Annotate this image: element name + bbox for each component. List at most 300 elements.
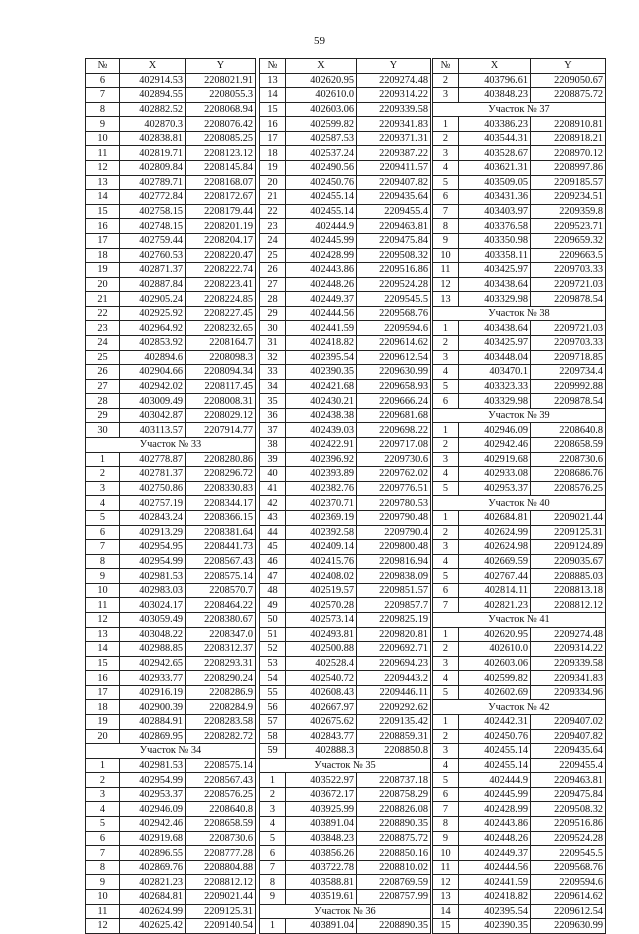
table-row (433, 919, 606, 934)
point-number: 5 (433, 175, 459, 190)
x-coordinate: 402620.95 (459, 627, 531, 642)
table-header-row (433, 59, 606, 74)
table-row (433, 467, 606, 482)
x-coordinate: 403848.23 (459, 88, 531, 103)
point-number: 20 (86, 729, 120, 744)
table-row (433, 656, 606, 671)
y-coordinate: 2208813.18 (531, 583, 606, 598)
table-row (86, 146, 256, 161)
x-coordinate: 403672.17 (286, 787, 357, 802)
table-row (260, 292, 431, 307)
x-coordinate: 402408.02 (286, 569, 357, 584)
y-coordinate: 2209857.7 (357, 598, 431, 613)
table-row (260, 481, 431, 496)
table-row (433, 817, 606, 832)
y-coordinate: 2209800.48 (357, 540, 431, 555)
y-coordinate: 2208284.9 (186, 700, 256, 715)
y-coordinate: 2209508.32 (357, 248, 431, 263)
x-coordinate: 402587.53 (286, 131, 357, 146)
y-coordinate: 2208145.84 (186, 161, 256, 176)
y-coordinate: 2209524.28 (531, 831, 606, 846)
point-number: 3 (433, 744, 459, 759)
point-number: 16 (260, 117, 286, 132)
y-coordinate: 2209878.54 (531, 292, 606, 307)
y-coordinate: 2208812.12 (531, 598, 606, 613)
y-coordinate: 2209630.99 (357, 365, 431, 380)
point-number: 16 (86, 671, 120, 686)
x-coordinate: 402519.57 (286, 583, 357, 598)
y-coordinate: 2209851.57 (357, 583, 431, 598)
section-heading-row (260, 758, 431, 773)
y-coordinate: 2208640.8 (531, 423, 606, 438)
point-number: 4 (433, 161, 459, 176)
x-coordinate: 402684.81 (120, 889, 186, 904)
x-coordinate: 403323.33 (459, 379, 531, 394)
table-row (433, 233, 606, 248)
header-number: № (86, 59, 120, 74)
table-row (433, 204, 606, 219)
point-number: 27 (86, 379, 120, 394)
y-coordinate: 2209717.08 (357, 438, 431, 453)
y-coordinate: 2209274.48 (357, 73, 431, 88)
point-number: 12 (433, 875, 459, 890)
x-coordinate: 402778.87 (120, 452, 186, 467)
table-row (260, 175, 431, 190)
x-coordinate: 402573.14 (286, 612, 357, 627)
point-number: 9 (86, 117, 120, 132)
section-heading: Участок № 41 (433, 612, 606, 627)
section-heading-row (433, 102, 606, 117)
point-number: 1 (433, 715, 459, 730)
table-row (260, 131, 431, 146)
point-number: 14 (260, 88, 286, 103)
table-row (260, 729, 431, 744)
point-number: 8 (86, 554, 120, 569)
table-row (433, 117, 606, 132)
table-row (260, 817, 431, 832)
point-number: 10 (86, 131, 120, 146)
table-row (86, 350, 256, 365)
point-number: 20 (260, 175, 286, 190)
section-heading: Участок № 33 (86, 438, 256, 453)
point-number: 20 (86, 277, 120, 292)
y-coordinate: 2208117.45 (186, 379, 256, 394)
point-number: 1 (260, 919, 286, 934)
x-coordinate: 403358.11 (459, 248, 531, 263)
y-coordinate: 2209140.54 (186, 919, 256, 934)
x-coordinate: 402624.99 (459, 525, 531, 540)
table-row (86, 306, 256, 321)
y-coordinate: 2209630.99 (531, 919, 606, 934)
x-coordinate: 402390.35 (286, 365, 357, 380)
table-row (260, 685, 431, 700)
x-coordinate: 403848.23 (286, 831, 357, 846)
y-coordinate: 2209721.03 (531, 277, 606, 292)
x-coordinate: 402750.86 (120, 481, 186, 496)
table-row (86, 540, 256, 555)
x-coordinate: 402392.58 (286, 525, 357, 540)
y-coordinate: 2208758.29 (357, 787, 431, 802)
table-row (433, 569, 606, 584)
table-row (260, 117, 431, 132)
y-coordinate: 2209508.32 (531, 802, 606, 817)
x-coordinate: 403059.49 (120, 612, 186, 627)
header-x: X (286, 59, 357, 74)
point-number: 11 (86, 598, 120, 613)
y-coordinate: 2209524.28 (357, 277, 431, 292)
table-row (433, 321, 606, 336)
y-coordinate: 2209443.2 (357, 671, 431, 686)
y-coordinate: 2209516.86 (357, 263, 431, 278)
table-row (260, 467, 431, 482)
x-coordinate: 402396.92 (286, 452, 357, 467)
point-number: 8 (433, 817, 459, 832)
section-heading: Участок № 37 (433, 102, 606, 117)
point-number: 11 (433, 263, 459, 278)
table-row (86, 248, 256, 263)
x-coordinate: 403113.57 (120, 423, 186, 438)
y-coordinate: 2209776.51 (357, 481, 431, 496)
x-coordinate: 402916.19 (120, 685, 186, 700)
table-row (260, 715, 431, 730)
table-row (86, 335, 256, 350)
table-row (86, 729, 256, 744)
table-row (86, 875, 256, 890)
point-number: 59 (260, 744, 286, 759)
y-coordinate: 2208094.34 (186, 365, 256, 380)
x-coordinate: 402759.44 (120, 233, 186, 248)
y-coordinate: 2208826.08 (357, 802, 431, 817)
point-number: 43 (260, 510, 286, 525)
table-row (433, 773, 606, 788)
x-coordinate: 402439.03 (286, 423, 357, 438)
y-coordinate: 2208222.74 (186, 263, 256, 278)
x-coordinate: 402444.9 (286, 219, 357, 234)
y-coordinate: 2209681.68 (357, 408, 431, 423)
table-row (260, 408, 431, 423)
x-coordinate: 402624.98 (459, 540, 531, 555)
x-coordinate: 402608.43 (286, 685, 357, 700)
table-row (86, 889, 256, 904)
table-row (433, 481, 606, 496)
y-coordinate: 2209816.94 (357, 554, 431, 569)
point-number: 26 (260, 263, 286, 278)
point-number: 37 (260, 423, 286, 438)
point-number: 4 (433, 467, 459, 482)
y-coordinate: 2209703.33 (531, 263, 606, 278)
x-coordinate: 402760.53 (120, 248, 186, 263)
table-row (260, 306, 431, 321)
table-row (86, 583, 256, 598)
section-heading-row (433, 306, 606, 321)
point-number: 22 (260, 204, 286, 219)
point-number: 19 (86, 263, 120, 278)
y-coordinate: 2209659.32 (531, 233, 606, 248)
x-coordinate: 402415.76 (286, 554, 357, 569)
point-number: 3 (433, 88, 459, 103)
point-number: 3 (433, 452, 459, 467)
y-coordinate: 2209339.58 (531, 656, 606, 671)
table-row (433, 277, 606, 292)
point-number: 3 (433, 350, 459, 365)
x-coordinate: 403350.98 (459, 233, 531, 248)
header-number: № (260, 59, 286, 74)
table-row (260, 510, 431, 525)
table-row (433, 248, 606, 263)
table-row (260, 73, 431, 88)
x-coordinate: 402870.3 (120, 117, 186, 132)
y-coordinate: 2209568.76 (531, 860, 606, 875)
table-row (260, 598, 431, 613)
point-number: 17 (260, 131, 286, 146)
y-coordinate: 2208737.18 (357, 773, 431, 788)
header-y: Y (357, 59, 431, 74)
x-coordinate: 402390.35 (459, 919, 531, 934)
x-coordinate: 402821.23 (459, 598, 531, 613)
point-number: 6 (260, 846, 286, 861)
x-coordinate: 402450.76 (459, 729, 531, 744)
point-number: 18 (86, 700, 120, 715)
point-number: 32 (260, 350, 286, 365)
x-coordinate: 402838.81 (120, 131, 186, 146)
table-row (86, 671, 256, 686)
table-row (260, 379, 431, 394)
y-coordinate: 2209185.57 (531, 175, 606, 190)
x-coordinate: 402983.03 (120, 583, 186, 598)
x-coordinate: 403856.26 (286, 846, 357, 861)
x-coordinate: 402428.99 (459, 802, 531, 817)
point-number: 22 (86, 306, 120, 321)
table-row (260, 554, 431, 569)
point-number: 50 (260, 612, 286, 627)
table-row (260, 700, 431, 715)
point-number: 53 (260, 656, 286, 671)
x-coordinate: 403544.31 (459, 131, 531, 146)
section-heading-row (86, 744, 256, 759)
point-number: 4 (433, 554, 459, 569)
y-coordinate: 2208172.67 (186, 190, 256, 205)
header-x: X (120, 59, 186, 74)
y-coordinate: 2208812.12 (186, 875, 256, 890)
table-row (86, 715, 256, 730)
y-coordinate: 2208890.35 (357, 919, 431, 934)
section-heading-row (433, 700, 606, 715)
y-coordinate: 2209455.4 (357, 204, 431, 219)
x-coordinate: 403470.1 (459, 365, 531, 380)
x-coordinate: 402789.71 (120, 175, 186, 190)
point-number: 10 (433, 248, 459, 263)
point-number: 2 (433, 131, 459, 146)
y-coordinate: 2209475.84 (357, 233, 431, 248)
table-row (260, 773, 431, 788)
table-row (86, 365, 256, 380)
table-row (433, 598, 606, 613)
table-row (433, 583, 606, 598)
y-coordinate: 2208085.25 (186, 131, 256, 146)
point-number: 13 (86, 175, 120, 190)
table-row (260, 365, 431, 380)
table-row (86, 787, 256, 802)
x-coordinate: 402933.77 (120, 671, 186, 686)
header-y: Y (531, 59, 606, 74)
x-coordinate: 402455.14 (459, 758, 531, 773)
point-number: 5 (86, 510, 120, 525)
y-coordinate: 2207914.77 (186, 423, 256, 438)
point-number: 4 (86, 496, 120, 511)
section-heading: Участок № 40 (433, 496, 606, 511)
y-coordinate: 2208804.88 (186, 860, 256, 875)
point-number: 3 (86, 787, 120, 802)
point-number: 25 (86, 350, 120, 365)
table-row (433, 627, 606, 642)
y-coordinate: 2209790.48 (357, 510, 431, 525)
point-number: 2 (86, 773, 120, 788)
table-row (86, 161, 256, 176)
y-coordinate: 2208286.9 (186, 685, 256, 700)
x-coordinate: 402675.62 (286, 715, 357, 730)
y-coordinate: 2208464.22 (186, 598, 256, 613)
y-coordinate: 2209359.8 (531, 204, 606, 219)
y-coordinate: 2209314.22 (357, 88, 431, 103)
point-number: 12 (86, 161, 120, 176)
x-coordinate: 403431.36 (459, 190, 531, 205)
y-coordinate: 2208757.99 (357, 889, 431, 904)
point-number: 42 (260, 496, 286, 511)
table-row (260, 627, 431, 642)
table-row (433, 190, 606, 205)
x-coordinate: 402919.68 (120, 831, 186, 846)
x-coordinate: 402767.44 (459, 569, 531, 584)
x-coordinate: 402382.76 (286, 481, 357, 496)
x-coordinate: 402684.81 (459, 510, 531, 525)
y-coordinate: 2208312.37 (186, 642, 256, 657)
x-coordinate: 403522.97 (286, 773, 357, 788)
x-coordinate: 402448.26 (459, 831, 531, 846)
x-coordinate: 402444.9 (459, 773, 531, 788)
point-number: 29 (86, 408, 120, 423)
table-row (260, 321, 431, 336)
x-coordinate: 402757.19 (120, 496, 186, 511)
point-number: 1 (86, 758, 120, 773)
y-coordinate: 2209718.85 (531, 350, 606, 365)
y-coordinate: 2208380.67 (186, 612, 256, 627)
y-coordinate: 2209234.51 (531, 190, 606, 205)
y-coordinate: 2208330.83 (186, 481, 256, 496)
y-coordinate: 2209545.5 (357, 292, 431, 307)
point-number: 11 (86, 146, 120, 161)
y-coordinate: 2209021.44 (186, 889, 256, 904)
point-number: 7 (433, 204, 459, 219)
table-row (433, 438, 606, 453)
table-header-row (86, 59, 256, 74)
y-coordinate: 2208640.8 (186, 802, 256, 817)
table-row (260, 496, 431, 511)
point-number: 12 (86, 612, 120, 627)
point-number: 27 (260, 277, 286, 292)
section-heading-row (433, 408, 606, 423)
y-coordinate: 2209274.48 (531, 627, 606, 642)
table-row (86, 904, 256, 919)
y-coordinate: 2208347.0 (186, 627, 256, 642)
point-number: 24 (86, 335, 120, 350)
table-row (86, 846, 256, 861)
section-heading: Участок № 38 (433, 306, 606, 321)
table-row (260, 233, 431, 248)
table-row (86, 102, 256, 117)
x-coordinate: 402422.91 (286, 438, 357, 453)
point-number: 13 (433, 889, 459, 904)
point-number: 4 (260, 817, 286, 832)
point-number: 6 (433, 190, 459, 205)
x-coordinate: 403722.78 (286, 860, 357, 875)
table-row (86, 496, 256, 511)
x-coordinate: 402981.53 (120, 569, 186, 584)
table-row (433, 510, 606, 525)
y-coordinate: 2209762.02 (357, 467, 431, 482)
x-coordinate: 402442.31 (459, 715, 531, 730)
x-coordinate: 402964.92 (120, 321, 186, 336)
point-number: 21 (260, 190, 286, 205)
table-row (86, 175, 256, 190)
point-number: 13 (260, 73, 286, 88)
table-row (433, 671, 606, 686)
y-coordinate: 2208164.7 (186, 335, 256, 350)
y-coordinate: 2209475.84 (531, 787, 606, 802)
point-number: 6 (433, 787, 459, 802)
table-row (433, 379, 606, 394)
y-coordinate: 2208730.6 (531, 452, 606, 467)
x-coordinate: 402490.56 (286, 161, 357, 176)
table-row (260, 277, 431, 292)
table-row (433, 292, 606, 307)
table-row (260, 583, 431, 598)
point-number: 38 (260, 438, 286, 453)
table-row (86, 292, 256, 307)
y-coordinate: 2208850.8 (357, 744, 431, 759)
point-number: 39 (260, 452, 286, 467)
y-coordinate: 2209407.82 (531, 729, 606, 744)
x-coordinate: 402942.02 (120, 379, 186, 394)
x-coordinate: 402438.38 (286, 408, 357, 423)
point-number: 15 (86, 656, 120, 671)
table-row (86, 233, 256, 248)
y-coordinate: 2208293.31 (186, 656, 256, 671)
x-coordinate: 402871.37 (120, 263, 186, 278)
y-coordinate: 2208875.72 (531, 88, 606, 103)
x-coordinate: 402441.59 (459, 875, 531, 890)
table-row (260, 612, 431, 627)
y-coordinate: 2209455.4 (531, 758, 606, 773)
y-coordinate: 2209612.54 (357, 350, 431, 365)
x-coordinate: 402942.65 (120, 656, 186, 671)
table-row (433, 860, 606, 875)
table-row (433, 787, 606, 802)
y-coordinate: 2208567.43 (186, 773, 256, 788)
y-coordinate: 2208875.72 (357, 831, 431, 846)
y-coordinate: 2209992.88 (531, 379, 606, 394)
table-row (86, 263, 256, 278)
table-row (433, 875, 606, 890)
y-coordinate: 2208296.72 (186, 467, 256, 482)
point-number: 30 (260, 321, 286, 336)
y-coordinate: 2209594.6 (531, 875, 606, 890)
x-coordinate: 402884.91 (120, 715, 186, 730)
table-row (433, 394, 606, 409)
point-number: 47 (260, 569, 286, 584)
point-number: 14 (86, 190, 120, 205)
section-heading: Участок № 39 (433, 408, 606, 423)
point-number: 9 (260, 889, 286, 904)
